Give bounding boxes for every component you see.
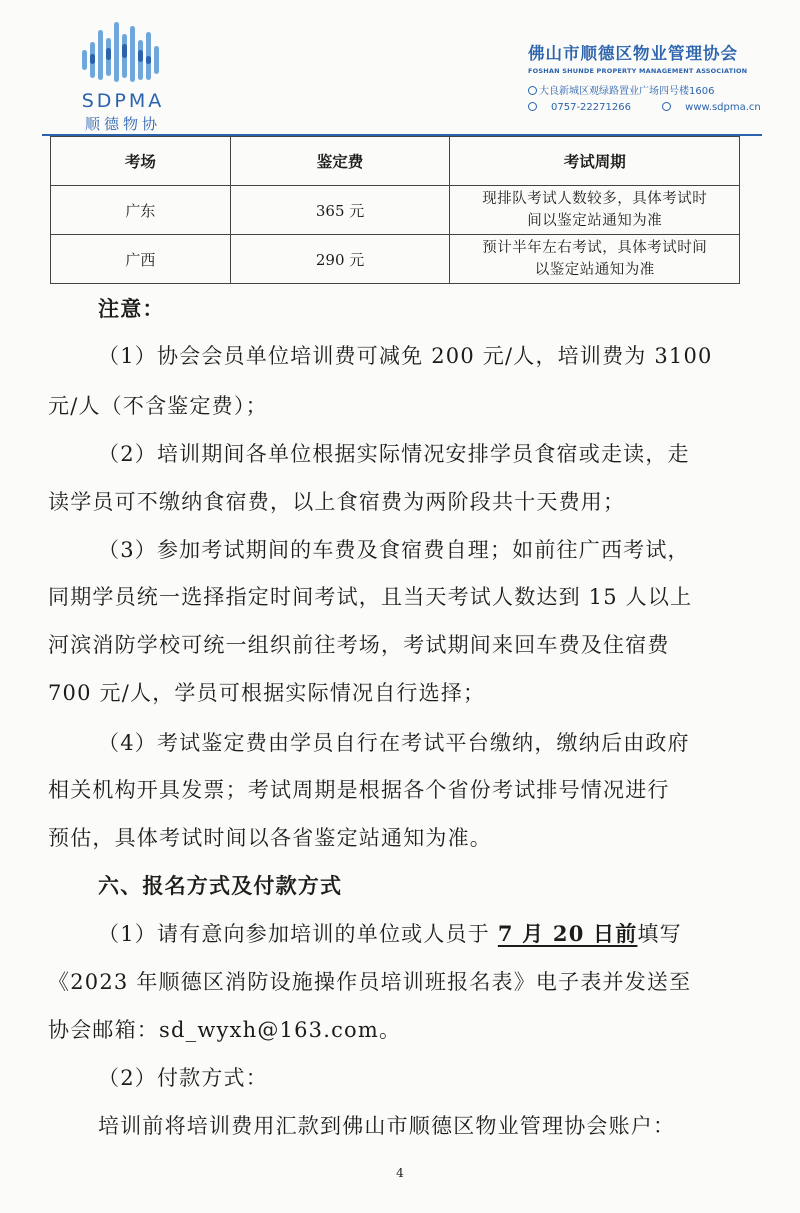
column-header-period: 考试周期 <box>450 137 740 186</box>
note-3-line: 同期学员统一选择指定时间考试，且当天考试人数达到 15 人以上 <box>48 585 693 609</box>
sdpma-logo <box>68 20 178 135</box>
page-number: 4 <box>396 1166 404 1180</box>
logo-text-en: SDPMA <box>81 90 165 112</box>
fee-table <box>50 136 740 284</box>
notes-title: 注意： <box>98 296 165 321</box>
registration-email-line: 协会邮箱：sd_wyxh@163.com。 <box>48 1018 402 1042</box>
phone-icon <box>528 102 537 111</box>
registration-text: （1）请有意向参加培训的单位或人员于 <box>98 922 498 946</box>
letterhead <box>0 0 800 140</box>
payment-method-line: （2）付款方式： <box>98 1066 268 1090</box>
payment-instruction-line: 培训前将培训费用汇款到佛山市顺德区物业管理协会账户： <box>98 1114 676 1138</box>
table-header-row <box>51 137 740 186</box>
period-line: 以鉴定站通知为准 <box>534 262 655 278</box>
logo-bars-icon <box>80 20 162 86</box>
table-row <box>51 235 740 284</box>
phone-text: 0757-22271266 <box>551 102 631 113</box>
venue-cell: 广东 <box>51 186 231 235</box>
org-name-en: FOSHAN SHUNDE PROPERTY MANAGEMENT ASSOCIATION <box>528 67 748 75</box>
org-address <box>528 82 768 97</box>
registration-line: 《2023 年顺德区消防设施操作员培训班报名表》电子表并发送至 <box>48 970 692 994</box>
org-contact <box>528 102 768 113</box>
logo-text-cn: 顺德物协 <box>84 115 161 133</box>
note-1-line: （1）协会会员单位培训费可减免 200 元/人，培训费为 3100 <box>98 344 713 368</box>
period-line: 现排队考试人数较多，具体考试时 <box>482 191 708 207</box>
note-3-line: 700 元/人，学员可根据实际情况自行选择； <box>48 681 486 705</box>
location-pin-icon <box>528 86 537 95</box>
fee-cell: 365 元 <box>230 186 450 235</box>
globe-icon <box>662 102 671 111</box>
note-4-line: （4）考试鉴定费由学员自行在考试平台缴纳，缴纳后由政府 <box>98 731 690 755</box>
note-4-line: 相关机构开具发票；考试周期是根据各个省份考试排号情况进行 <box>48 778 670 802</box>
registration-line <box>98 918 682 948</box>
venue-cell: 广西 <box>51 235 231 284</box>
note-3-line: 河滨消防学校可统一组织前往考场，考试期间来回车费及住宿费 <box>48 633 670 657</box>
period-cell <box>450 186 740 235</box>
deadline-text: 7 月 20 日前 <box>497 921 638 946</box>
website-text: www.sdpma.cn <box>685 102 761 113</box>
fee-cell: 290 元 <box>230 235 450 284</box>
address-text: 大良新城区观绿路置业广场四号楼1606 <box>539 86 715 97</box>
section-heading: 六、报名方式及付款方式 <box>98 873 343 898</box>
column-header-fee: 鉴定费 <box>230 137 450 186</box>
organization-info <box>528 40 768 113</box>
note-4-line: 预估，具体考试时间以各省鉴定站通知为准。 <box>48 826 492 850</box>
column-header-venue: 考场 <box>51 137 231 186</box>
period-line: 预计半年左右考试，具体考试时间 <box>482 240 708 256</box>
org-name: 佛山市顺德区物业管理协会 <box>528 44 738 63</box>
period-line: 间以鉴定站通知为准 <box>527 213 663 229</box>
note-2-line: （2）培训期间各单位根据实际情况安排学员食宿或走读，走 <box>98 442 690 466</box>
note-3-line: （3）参加考试期间的车费及食宿费自理；如前往广西考试， <box>98 538 690 562</box>
table-row <box>51 186 740 235</box>
note-2-line: 读学员可不缴纳食宿费，以上食宿费为两阶段共十天费用； <box>48 490 626 514</box>
note-1-line: 元/人（不含鉴定费）； <box>48 394 268 418</box>
period-cell <box>450 235 740 284</box>
registration-text: 填写 <box>637 922 682 946</box>
